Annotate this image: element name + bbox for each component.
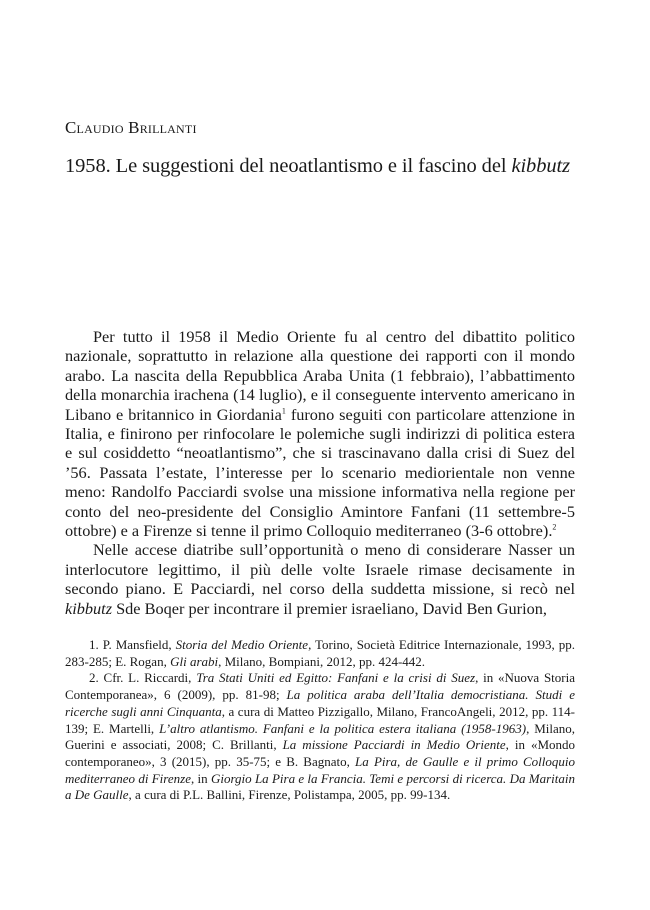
paragraph-text: Nelle accese diatribe sull’opportunità o meno di considerare Nasser un interlocutore legittimo, il più delle volte Israele rimase decisamente in secondo piano. E Pacciardi, nel corso della suddetta missione, si recò nel [65,540,575,599]
chapter-title-text: 1958. Le suggestioni del neoatlantismo e il fascino del [65,155,512,177]
cited-title: La politica araba dell’Italia democristiana. Studi e ricerche sugli anni Cinquanta [65,687,575,719]
footnote-text: , Torino, Società Editrice Internazionale, 1993, pp. 283-285; E. Rogan, [65,637,576,669]
italic-term: kibbutz [65,598,113,618]
cited-title: Storia del Medio Oriente [175,637,309,652]
paragraph-text: Sde Boqer per incontrare il premier israeliano, David Ben Gurion, [112,598,547,618]
cited-title: Tra Stati Uniti ed Egitto: Fanfani e la crisi di Suez [196,670,476,686]
chapter-title-italic: kibbutz [511,155,570,177]
footnote-text: , in «Mondo contemporaneo», 3 (2015), pp. 35-75; e B. Bagnato, [65,737,576,769]
footnote-2 [65,670,575,804]
paragraph-text: furono seguiti con particolare attenzione in Italia, e finirono per rinfocolare le polemiche sugli indirizzi di politica estera e sul cosiddetto “neoatlantismo”, che si trascinavano dalla crisi di Suez del ’56. Passata l’estate, l’interesse per lo scenario mediorientale non venne meno: Randolfo Pacciardi svolse una missione informativa nella regione per conto del neo-presidente del Consiglio Amintore Fanfani (11 settembre-5 ottobre) e a Firenze si tenne il primo Colloquio mediterraneo (3-6 ottobre). [65,404,575,541]
footnote-text: , a cura di P.L. Ballini, Firenze, Polistampa, 2005, pp. 99-134. [128,787,451,803]
chapter-author: Claudio Brillanti [65,118,197,137]
footnote-text: , Milano, Bompiani, 2012, pp. 424-442. [218,653,426,669]
footnote-text: 2. Cfr. L. Riccardi, [89,670,197,686]
cited-title: Gli arabi [170,653,219,669]
cited-title: L’altro atlantismo. Fanfani e la politica estera italiana (1958-1963) [159,720,527,736]
footnote-text: , a cura di Matteo Pizzigallo, Milano, FrancoAngeli, 2012, pp. 114-139; E. Martelli, [65,703,575,736]
cited-title: La missione Pacciardi in Medio Oriente [282,737,506,753]
footnote-1 [65,637,575,670]
cited-title: Giorgio La Pira e la Francia. Temi e percorsi di ricerca. Da Maritain a De Gaulle [65,770,576,803]
chapter-title [65,155,605,178]
footnote-ref[interactable]: 1 [281,406,286,416]
body-text [65,327,575,618]
paragraph [65,327,575,540]
footnote-text: , in «Nuova Storia Contemporanea», 6 (2009), pp. 81-98; [65,670,575,703]
footnote-text: 1. P. Mansfield, [89,637,176,652]
footnotes [65,637,575,804]
paragraph-text: Per tutto il 1958 il Medio Oriente fu al centro del dibattito politico nazionale, soprattutto in relazione alla questione dei rapporti con il mondo arabo. La nascita della Repubblica Araba Unita (1 febbraio), l’abbattimento della monarchia irachena (14 luglio), e il conseguente intervento americano in Libano e britannico in Giordania [65,327,575,424]
cited-title: La Pira, de Gaulle e il primo Colloquio mediterraneo di Firenze [65,753,575,786]
paragraph [65,540,575,618]
footnote-text: , Milano, Guerini e associati, 2008; C. Brillanti, [65,720,575,753]
footnote-ref[interactable]: 2 [552,522,557,532]
footnote-text: , in [190,770,211,786]
